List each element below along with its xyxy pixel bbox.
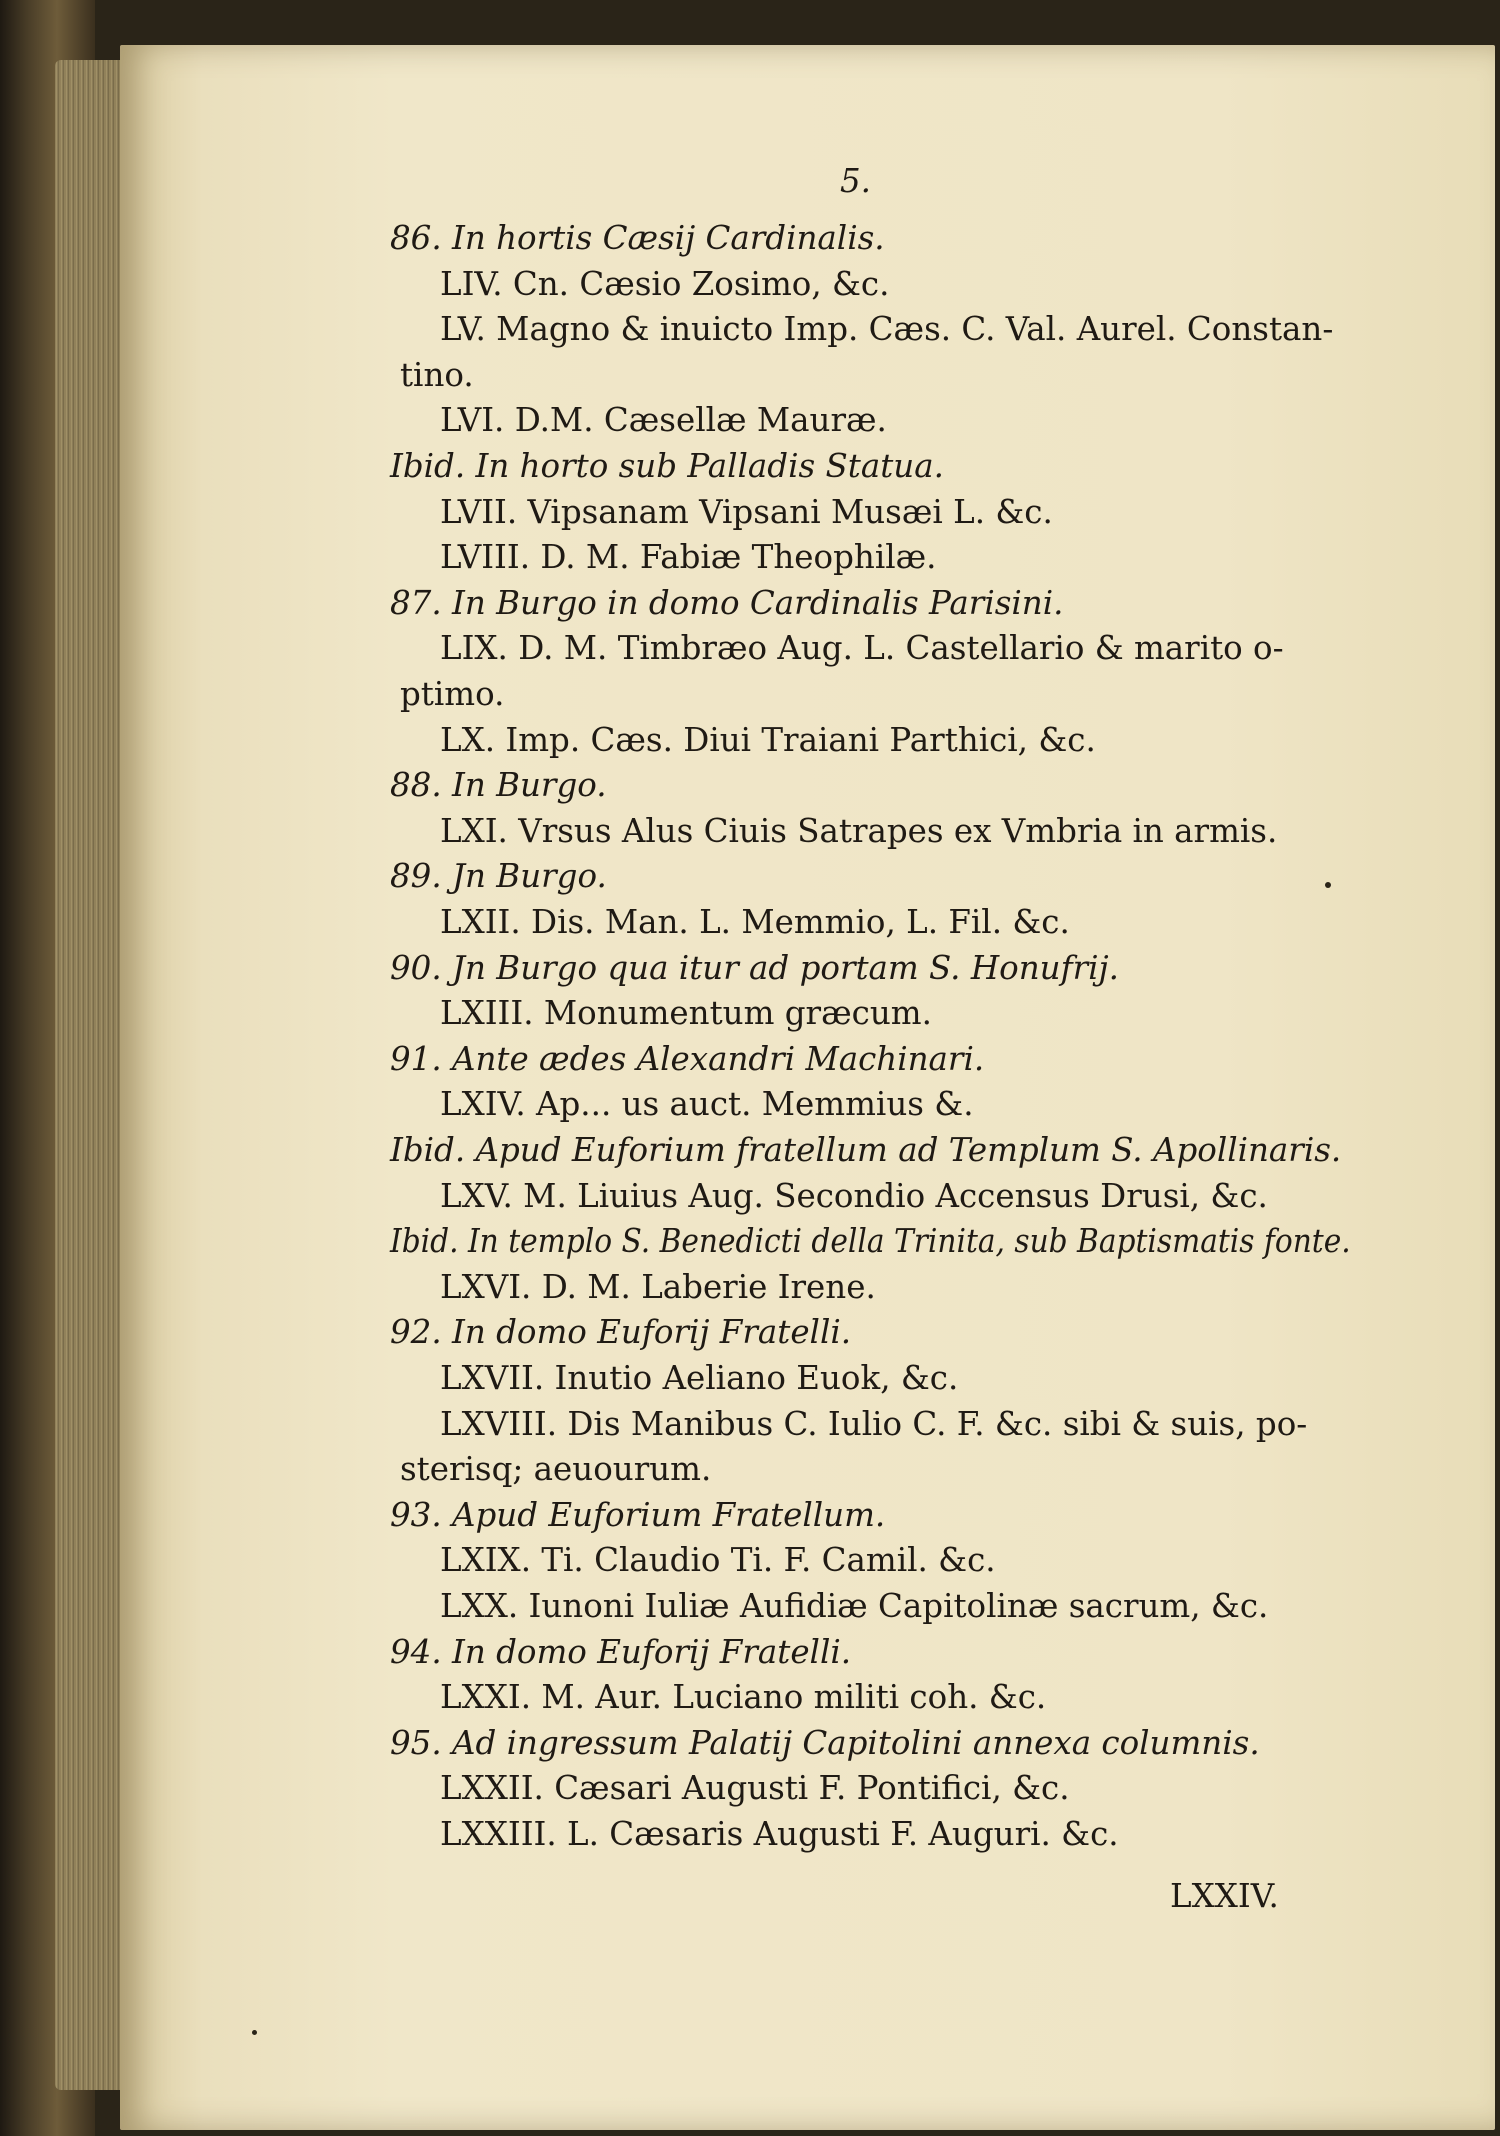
inscription-entry: LXXIII. L. Cæsaris Augusti F. Auguri. &c.	[440, 1815, 1119, 1853]
entry-continuation: ptimo.	[400, 675, 505, 713]
inscription-entry: LXV. M. Liuius Aug. Secondio Accensus Drusi, &c.	[440, 1176, 1268, 1215]
entry-continuation: tino.	[400, 355, 474, 394]
inscription-entry: LXVIII. Dis Manibus C. Iulio C. F. &c. sibi & suis, po-	[440, 1404, 1308, 1443]
inscription-entry: LXIV. Ap... us auct. Memmius &.	[440, 1085, 974, 1124]
catchword: LXXIV.	[1170, 1877, 1279, 1915]
inscription-entry: LXII. Dis. Man. L. Memmio, L. Fil. &c.	[440, 903, 1070, 941]
section-heading: 86. In hortis Cæsij Cardinalis.	[390, 219, 885, 257]
ink-speck	[252, 2030, 257, 2035]
section-heading: Ibid. In horto sub Palladis Statua.	[390, 447, 944, 485]
inscription-entry: LXI. Vrsus Alus Ciuis Satrapes ex Vmbria in armis.	[440, 811, 1278, 850]
section-heading: Ibid. Apud Euforium fratellum ad Templum S. Apollinaris.	[390, 1131, 1342, 1169]
inscription-entry: LXXI. M. Aur. Luciano militi coh. &c.	[440, 1678, 1047, 1717]
inscription-entry: LXIII. Monumentum græcum.	[440, 994, 932, 1033]
section-heading: 91. Ante ædes Alexandri Machinari.	[390, 1039, 985, 1078]
inscription-entry: LVII. Vipsanam Vipsani Musæi L. &c.	[440, 492, 1053, 531]
inscription-entry: LV. Magno & inuicto Imp. Cæs. C. Val. Aurel. Constan-	[440, 310, 1334, 349]
section-heading: 87. In Burgo in domo Cardinalis Parisini.	[390, 583, 1064, 622]
section-heading: 95. Ad ingressum Palatij Capitolini annexa columnis.	[390, 1723, 1260, 1762]
inscription-entry: LXVI. D. M. Laberie Irene.	[440, 1267, 876, 1306]
ink-speck	[1325, 882, 1331, 888]
section-heading: 90. Jn Burgo qua itur ad portam S. Honufrij.	[390, 948, 1119, 987]
entry-continuation: sterisq; aeuourum.	[400, 1450, 712, 1489]
inscription-entry: LX. Imp. Cæs. Diui Traiani Parthici, &c.	[440, 720, 1096, 759]
inscription-entry: LIV. Cn. Cæsio Zosimo, &c.	[440, 264, 890, 303]
inscription-entry: LXIX. Ti. Claudio Ti. F. Camil. &c.	[440, 1541, 996, 1580]
inscription-entry: LXX. Iunoni Iuliæ Aufidiæ Capitolinæ sacrum, &c.	[440, 1587, 1269, 1625]
section-heading: Ibid. In templo S. Benedicti della Trinita, sub Baptismatis fonte.	[390, 1222, 1351, 1261]
inscription-entry: LXXII. Cæsari Augusti F. Pontifici, &c.	[440, 1769, 1070, 1808]
section-heading: 93. Apud Euforium Fratellum.	[390, 1495, 886, 1534]
inscription-entry: LVIII. D. M. Fabiæ Theophilæ.	[440, 538, 937, 577]
inscription-entry: LXVII. Inutio Aeliano Euok, &c.	[440, 1359, 959, 1397]
section-heading: 89. Jn Burgo.	[390, 857, 607, 896]
section-heading: 92. In domo Euforij Fratelli.	[390, 1313, 852, 1352]
section-heading: 88. In Burgo.	[390, 766, 607, 805]
section-heading: 94. In domo Euforij Fratelli.	[390, 1632, 852, 1671]
folio-number: 5.	[840, 162, 872, 200]
inscription-entry: LVI. D.M. Cæsellæ Mauræ.	[440, 401, 887, 440]
inscription-entry: LIX. D. M. Timbræo Aug. L. Castellario & marito o-	[440, 629, 1284, 668]
